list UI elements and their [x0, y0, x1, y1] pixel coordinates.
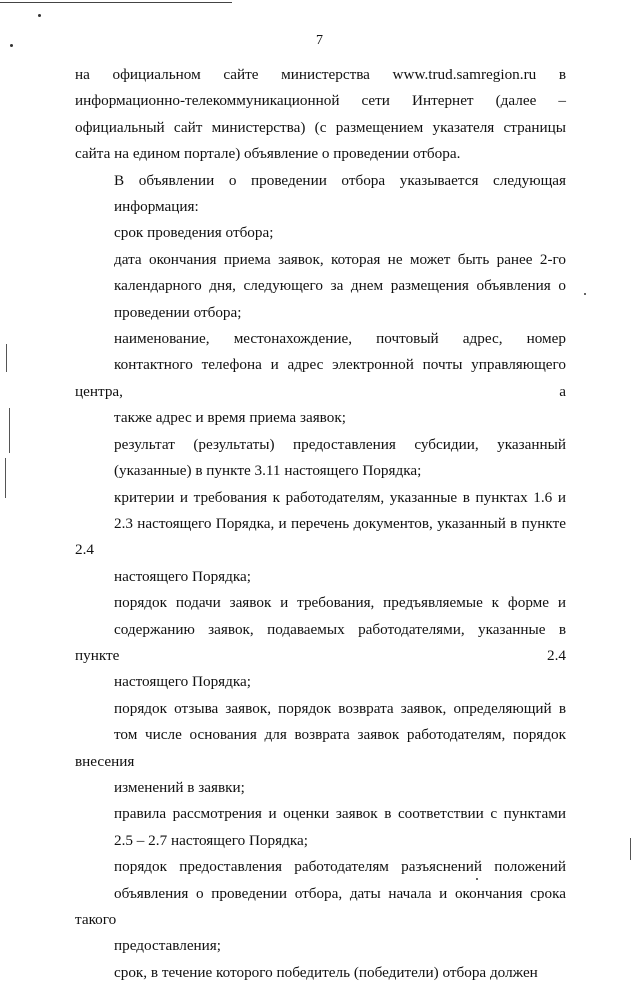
text-line: настоящего Порядка;	[114, 673, 251, 691]
text-line: том числе основания для возврата заявок работодателям, порядок внесения	[75, 726, 566, 770]
text-line: информация:	[114, 198, 199, 216]
text-line: календарного дня, следующего за днем размещения объявления о	[114, 277, 566, 295]
paragraph	[75, 168, 566, 221]
paragraph	[75, 854, 566, 960]
text-line: 2.5 – 2.7 настоящего Порядка;	[114, 831, 308, 849]
scan-margin-mark	[5, 458, 6, 498]
text-line: сайта на едином портале) объявление о проведении отбора.	[75, 145, 461, 163]
paragraph	[75, 696, 566, 802]
text-line: порядок предоставления работодателям разъяснений положений	[114, 858, 566, 876]
text-line: наименование, местонахождение, почтовый адрес, номер	[114, 330, 566, 348]
text-line: 2.3 настоящего Порядка, и перечень документов, указанный в пункте 2.4	[75, 514, 566, 559]
paragraph	[75, 801, 566, 854]
text-line: В объявлении о проведении отбора указывается следующая	[114, 171, 566, 189]
paragraph	[75, 62, 566, 168]
text-line: дата окончания приема заявок, которая не может быть ранее 2-го	[114, 250, 566, 268]
scan-top-rule	[0, 2, 232, 3]
text-line: результат (результаты) предоставления субсидии, указанный	[114, 435, 566, 453]
paragraph	[75, 326, 566, 432]
text-line: официальный сайт министерства) (с размещением указателя страницы	[75, 118, 566, 136]
paragraph	[75, 432, 566, 485]
paragraph	[75, 960, 566, 986]
paragraph	[75, 247, 566, 326]
paragraph	[75, 485, 566, 591]
paragraph	[75, 590, 566, 696]
text-line: порядок подачи заявок и требования, предъявляемые к форме и	[114, 594, 566, 612]
text-line: настоящего Порядка;	[114, 567, 251, 585]
text-line: содержанию заявок, подаваемых работодателями, указанные в пункте 2.4	[75, 620, 566, 664]
text-line: (указанные) в пункте 3.11 настоящего Порядка;	[114, 462, 422, 480]
scan-margin-mark	[9, 408, 10, 453]
text-line: критерии и требования к работодателям, указанные в пунктах 1.6 и	[114, 488, 566, 506]
text-line: предоставления;	[114, 937, 222, 955]
page-number: 7	[316, 33, 323, 48]
paragraph	[75, 220, 566, 246]
document-body	[75, 62, 566, 986]
text-line: контактного телефона и адрес электронной почты управляющего центра, а	[75, 356, 566, 400]
text-line: порядок отзыва заявок, порядок возврата заявок, определяющий в	[114, 699, 566, 717]
text-line: информационно-телекоммуникационной сети Интернет (далее –	[75, 92, 566, 110]
scan-margin-mark	[6, 344, 7, 372]
text-line: срок, в течение которого победитель (победители) отбора должен	[114, 963, 538, 981]
text-line: на официальном сайте министерства www.trud.samregion.ru в	[75, 66, 566, 83]
text-line: также адрес и время приема заявок;	[114, 409, 346, 427]
text-line: проведении отбора;	[114, 303, 242, 321]
text-line: срок проведения отбора;	[114, 224, 274, 242]
text-line: правила рассмотрения и оценки заявок в соответствии с пунктами	[114, 805, 566, 823]
scan-speck	[584, 293, 586, 295]
scan-margin-mark	[630, 838, 631, 860]
text-line: объявления о проведении отбора, даты начала и окончания срока такого	[75, 884, 566, 928]
text-line: изменений в заявки;	[114, 778, 245, 796]
scan-speck	[38, 14, 41, 17]
